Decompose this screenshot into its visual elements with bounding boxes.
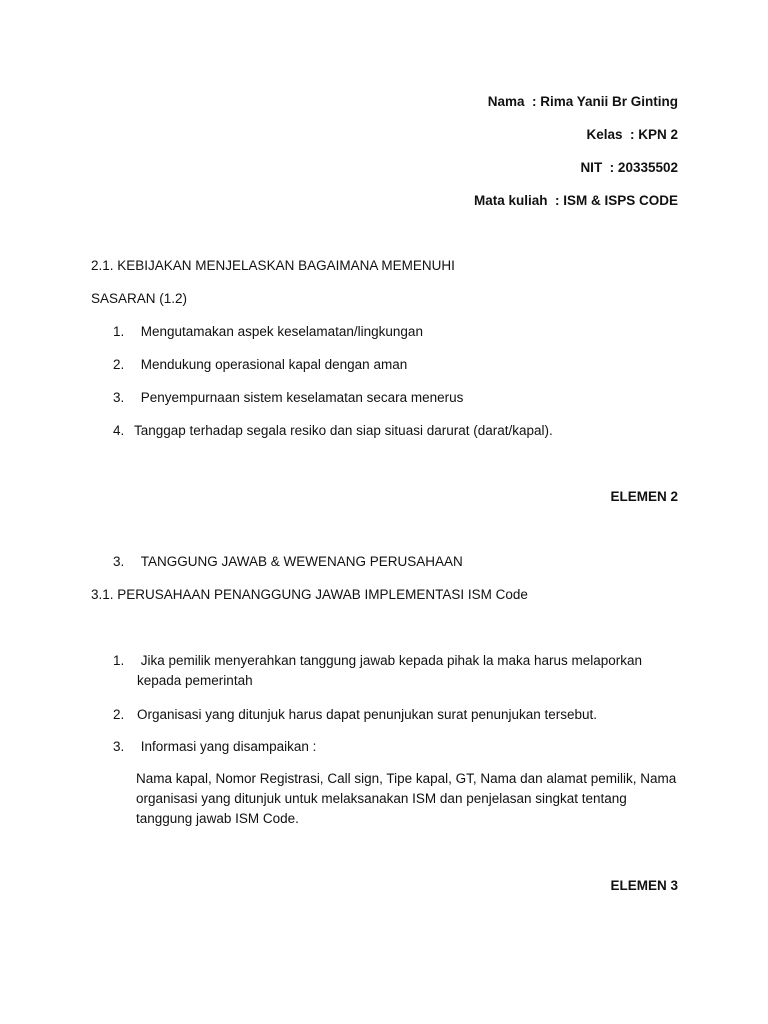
list-item-number: 2. [113,357,125,372]
info-paragraph: Nama kapal, Nomor Registrasi, Call sign, Tipe kapal, GT, Nama dan alamat pemilik, Nama organisasi yang ditunjuk untuk melaksanakan ISM dan penjelasan singkat tentang tanggung jawab ISM Code. [136,771,677,826]
list-item-text: Mendukung operasional kapal dengan aman [137,357,408,372]
list-item-text: Informasi yang disampaikan : [137,739,317,754]
list-item-text: Tanggap terhadap segala resiko dan siap situasi darurat (darat/kapal). [134,423,553,438]
list-item-text: Organisasi yang ditunjuk harus dapat penunjukan surat penunjukan tersebut. [137,707,598,722]
list-item-text: Penyempurnaan sistem keselamatan secara menerus [137,390,464,405]
element-3-heading: ELEMEN 3 [610,878,678,893]
header-kelas: Kelas : KPN 2 [586,127,678,142]
list-item-text: Jika pemilik menyerahkan tanggung jawab kepada pihak la maka harus melaporkan kepada pemerintah [137,653,643,688]
list-item-number: 3. [113,739,125,754]
section3-number: 3. [113,554,125,569]
list-item-text: Mengutamakan aspek keselamatan/lingkungan [137,324,423,339]
list-item-number: 1. [113,653,125,668]
section21-heading-line1: 2.1. KEBIJAKAN MENJELASKAN BAGAIMANA MEMENUHI [91,258,455,273]
section3-heading-text: TANGGUNG JAWAB & WEWENANG PERUSAHAAN [137,554,463,569]
list-item-number: 1. [113,324,125,339]
list-item-number: 4. [113,423,125,438]
section21-heading-line2: SASARAN (1.2) [91,291,188,306]
section31-heading: 3.1. PERUSAHAAN PENANGGUNG JAWAB IMPLEMENTASI ISM Code [91,587,528,602]
header-mata-kuliah: Mata kuliah : ISM & ISPS CODE [473,193,678,208]
header-nit: NIT : 20335502 [580,160,678,175]
list-item-number: 3. [113,390,125,405]
list-item-number: 2. [113,707,125,722]
header-nama: Nama : Rima Yanii Br Ginting [487,94,678,109]
element-2-heading: ELEMEN 2 [610,489,678,504]
